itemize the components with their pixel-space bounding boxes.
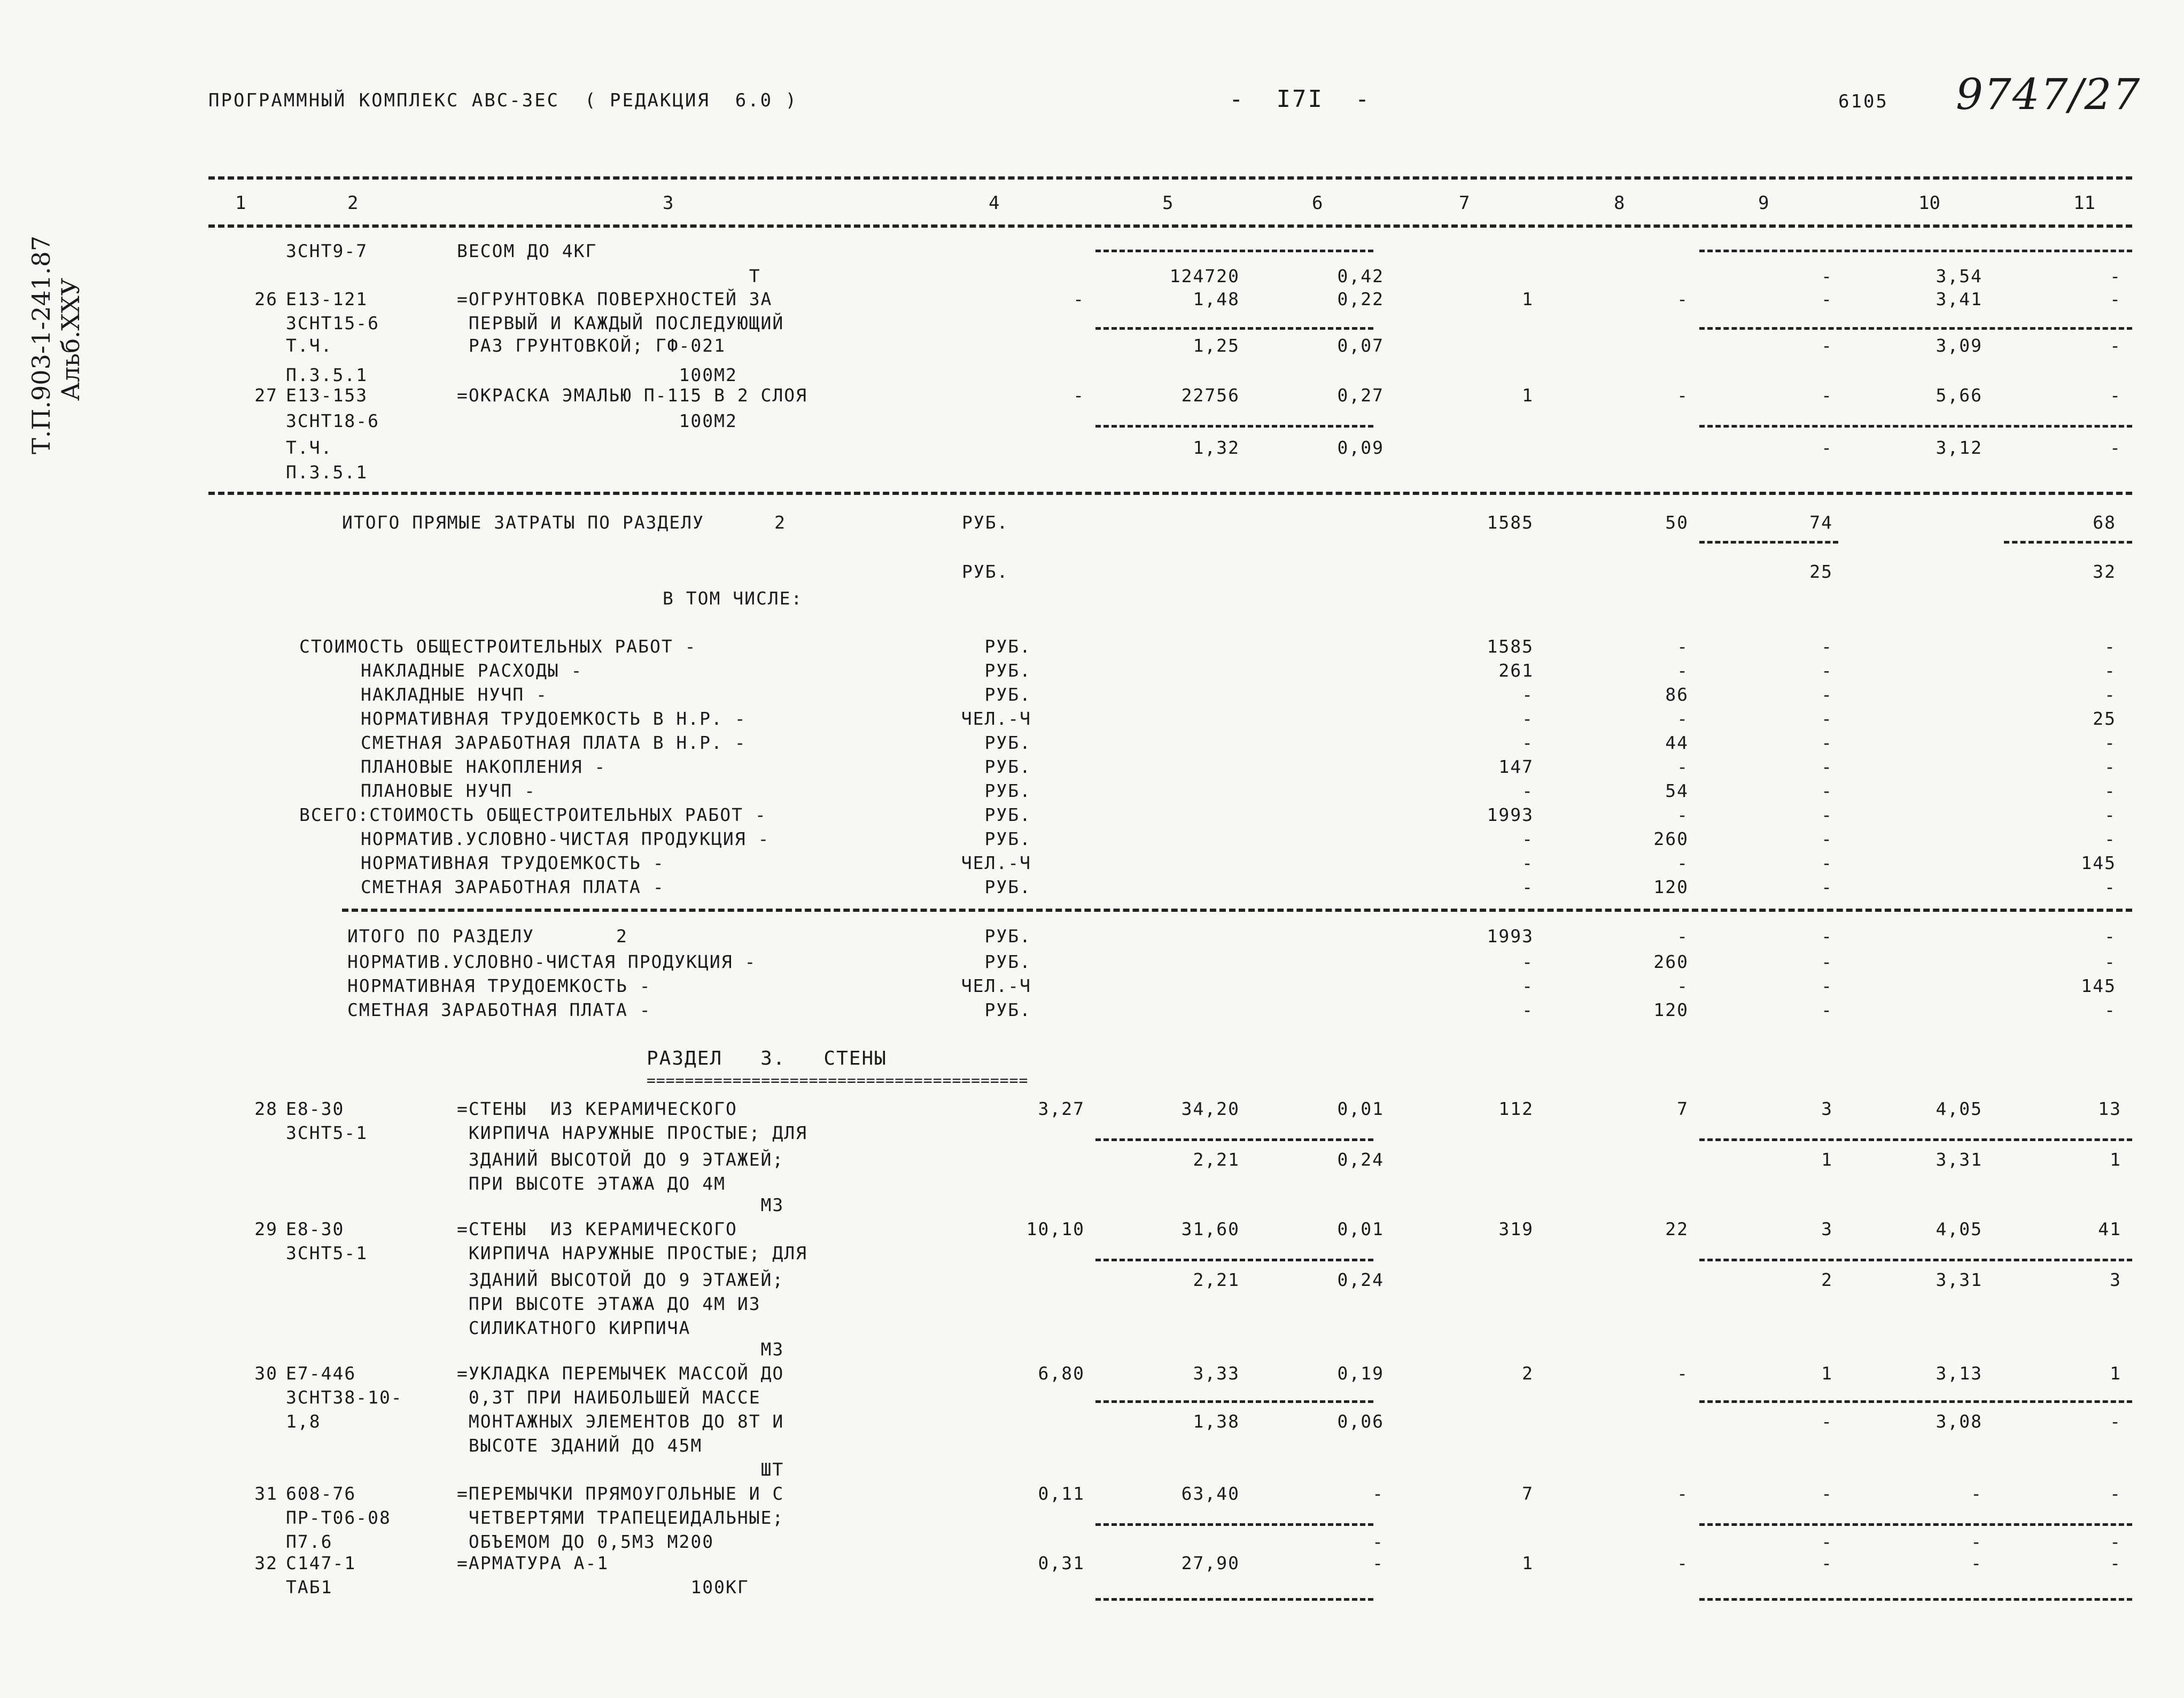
breakdown-c7: - [1522,780,1534,801]
cell-c11: - [2110,1411,2121,1432]
cell-c11: 1 [2110,1363,2121,1384]
cell-c6: 0,19 [1337,1363,1384,1384]
cell-c3: =СТЕНЫ ИЗ КЕРАМИЧЕСКОГО [457,1219,737,1239]
cell-c6: 0,09 [1337,437,1384,458]
totals-unit-2: РУБ. [962,561,1009,582]
cell-c3: 100КГ [457,1577,749,1598]
breakdown-unit: ЧЕЛ.-Ч [961,852,1031,873]
breakdown-c9: - [1821,660,1833,681]
column-header-3: 3 [663,192,674,214]
breakdown-c11: - [2104,828,2116,849]
cell-c7: 319 [1498,1219,1534,1239]
cell-c2: ЗСНТ5-1 [286,1122,368,1143]
cell-c11: - [2110,289,2121,309]
breakdown-c9: - [1821,636,1833,657]
sub-rule [1699,1400,2132,1403]
cell-c9: - [1821,385,1833,406]
cell-c3: ОБЪЕМОМ ДО 0,5М3 М200 [457,1531,714,1552]
cell-c3: МОНТАЖНЫХ ЭЛЕМЕНТОВ ДО 8Т И [457,1411,784,1432]
breakdown-c9: - [1821,975,1833,996]
cell-c4: - [1073,289,1085,309]
cell-c2: Е8-30 [286,1219,345,1239]
cell-c10: - [1971,1553,1983,1573]
breakdown-c7: - [1522,999,1534,1020]
cell-c3: =ОКРАСКА ЭМАЛЬЮ П-115 В 2 СЛОЯ [457,385,808,406]
cell-c10: 3,54 [1936,266,1983,286]
cell-c6: 0,01 [1337,1098,1384,1119]
cell-c5: 27,90 [1181,1553,1240,1573]
breakdown-c8: - [1677,804,1689,825]
breakdown-unit: ЧЕЛ.-Ч [961,975,1031,996]
breakdown-label: НАКЛАДНЫЕ НУЧП - [361,684,548,705]
cell-c3: =АРМАТУРА А-1 [457,1553,609,1573]
totals-mini-rule-11 [2004,541,2132,544]
cell-c2: Т.Ч. [286,335,333,356]
breakdown-c11: - [2104,756,2116,777]
breakdown-unit: РУБ. [984,828,1031,849]
side-stamp [16,176,85,476]
cell-c3: ЗДАНИЙ ВЫСОТОЙ ДО 9 ЭТАЖЕЙ; [457,1149,784,1170]
sub-rule [1095,1259,1373,1261]
cell-c5: 63,40 [1181,1483,1240,1504]
table-top-rule [208,176,2132,180]
breakdown-label: НОРМАТИВ.УСЛОВНО-ЧИСТАЯ ПРОДУКЦИЯ - [347,951,757,972]
breakdown-label: СМЕТНАЯ ЗАРАБОТНАЯ ПЛАТА - [361,877,665,897]
program-header: ПРОГРАММНЫЙ КОМПЛЕКС АВС-3ЕС ( РЕДАКЦИЯ 6.0 ) [208,90,798,111]
sub-rule [1095,425,1373,428]
cell-c7: 2 [1522,1363,1534,1384]
breakdown-c9: - [1821,708,1833,729]
cell-c3: КИРПИЧА НАРУЖНЫЕ ПРОСТЫЕ; ДЛЯ [457,1122,808,1143]
breakdown-c7: - [1522,852,1534,873]
cell-c5: 2,21 [1193,1149,1240,1170]
cell-c1: 31 [254,1483,278,1504]
breakdown-c11: - [2104,780,2116,801]
cell-c5: 2,21 [1193,1269,1240,1290]
breakdown-label: СТОИМОСТЬ ОБЩЕСТРОИТЕЛЬНЫХ РАБОТ - [299,636,697,657]
including-label: В ТОМ ЧИСЛЕ: [663,588,803,609]
cell-c5: 124720 [1169,266,1240,286]
cell-c2: ТАБ1 [286,1577,333,1598]
breakdown-c7: - [1522,732,1534,753]
breakdown-c8: 86 [1665,684,1689,705]
handwritten-number: 9747/27 [1956,69,2141,119]
cell-c3: ШТ [457,1459,784,1480]
breakdown-unit: РУБ. [984,684,1031,705]
cell-c10: 4,05 [1936,1219,1983,1239]
cell-c3: =ПЕРЕМЫЧКИ ПРЯМОУГОЛЬНЫЕ И С [457,1483,784,1504]
cell-c4: 3,27 [1038,1098,1085,1119]
cell-c8: - [1677,385,1689,406]
breakdown-c9: - [1821,852,1833,873]
breakdown-c8: 44 [1665,732,1689,753]
cell-c2: Е13-121 [286,289,368,309]
breakdown-c9: - [1821,877,1833,897]
column-header-10: 10 [1918,192,1940,214]
cell-c11: - [2110,266,2121,286]
sub-rule [1699,1259,2132,1261]
sub-rule [1095,1138,1373,1141]
cell-c5: 1,25 [1193,335,1240,356]
cell-c11: 13 [2098,1098,2121,1119]
sub-rule [1095,1523,1373,1526]
cell-c3: 100М2 [457,365,737,385]
cell-c9: 3 [1821,1219,1833,1239]
cell-c9: - [1821,437,1833,458]
cell-c3: =ОГРУНТОВКА ПОВЕРХНОСТЕЙ ЗА [457,289,773,309]
section-3-title: РАЗДЕЛ 3. СТЕНЫ [647,1048,887,1069]
cell-c4: 0,11 [1038,1483,1085,1504]
breakdown-label: СМЕТНАЯ ЗАРАБОТНАЯ ПЛАТА - [347,999,651,1020]
breakdown-c11: - [2104,926,2116,947]
cell-c8: - [1677,1363,1689,1384]
cell-c3: ВЕСОМ ДО 4КГ [457,241,597,261]
breakdown-c9: - [1821,951,1833,972]
breakdown-label: СМЕТНАЯ ЗАРАБОТНАЯ ПЛАТА В Н.Р. - [361,732,747,753]
breakdown-c11: - [2104,636,2116,657]
cell-c11: - [2110,1553,2121,1573]
cell-c2: ЗСНТ5-1 [286,1243,368,1263]
cell-c9: - [1821,1411,1833,1432]
breakdown-unit: РУБ. [984,780,1031,801]
cell-c1: 30 [254,1363,278,1384]
sub-rule [1699,425,2132,428]
breakdown-unit: РУБ. [984,877,1031,897]
cell-c3: РАЗ ГРУНТОВКОЙ; ГФ-021 [457,335,726,356]
breakdown-c11: - [2104,732,2116,753]
cell-c10: 3,31 [1936,1149,1983,1170]
cell-c9: 1 [1821,1149,1833,1170]
breakdown-c7: - [1522,975,1534,996]
breakdown-unit: РУБ. [984,804,1031,825]
breakdown-label: ИТОГО ПО РАЗДЕЛУ 2 [347,926,628,947]
breakdown-label: НОРМАТИВ.УСЛОВНО-ЧИСТАЯ ПРОДУКЦИЯ - [361,828,770,849]
breakdown-c11: 25 [2093,708,2116,729]
sub-rule [1699,327,2132,330]
cell-c6: 0,06 [1337,1411,1384,1432]
cell-c11: 41 [2098,1219,2121,1239]
breakdown-c7: - [1522,951,1534,972]
breakdown-c8: - [1677,852,1689,873]
cell-c11: - [2110,1531,2121,1552]
breakdown-unit: РУБ. [984,756,1031,777]
column-header-2: 2 [347,192,359,214]
breakdown-c8: - [1677,636,1689,657]
breakdown-c7: 1585 [1487,636,1534,657]
cell-c3: СИЛИКАТНОГО КИРПИЧА [457,1317,691,1338]
cell-c11: 3 [2110,1269,2121,1290]
cell-c6: 0,01 [1337,1219,1384,1239]
cell-c8: - [1677,1553,1689,1573]
breakdown-label: НАКЛАДНЫЕ РАСХОДЫ - [361,660,583,681]
cell-c2: 1,8 [286,1411,321,1432]
cell-c11: - [2110,335,2121,356]
breakdown-c11: - [2104,877,2116,897]
cell-c4: 0,31 [1038,1553,1085,1573]
breakdown-label: НОРМАТИВНАЯ ТРУДОЕМКОСТЬ - [347,975,651,996]
sub-rule [1095,1598,1373,1601]
cell-c6: 0,24 [1337,1269,1384,1290]
cell-c3: =УКЛАДКА ПЕРЕМЫЧЕК МАССОЙ ДО [457,1363,784,1384]
cell-c10: - [1971,1483,1983,1504]
side-stamp-line1: Т.П.903-1-241.87 [27,235,56,454]
cell-c2: С147-1 [286,1553,356,1573]
column-header-1: 1 [235,192,246,214]
cell-c6: 0,42 [1337,266,1384,286]
breakdown-c9: - [1821,756,1833,777]
breakdown-c7: 1993 [1487,804,1534,825]
cell-c7: 1 [1522,1553,1534,1573]
cell-c3: ПЕРВЫЙ И КАЖДЫЙ ПОСЛЕДУЮЩИЙ [457,313,784,334]
cell-c1: 27 [254,385,278,406]
cell-c2: П.3.5.1 [286,462,368,483]
cell-c2: ЗСНТ9-7 [286,241,368,261]
breakdown-c7: 147 [1498,756,1534,777]
breakdown-unit: РУБ. [984,732,1031,753]
cell-c11: 1 [2110,1149,2121,1170]
sub-rule [1095,327,1373,330]
breakdown-c11: - [2104,951,2116,972]
side-stamp-line2: Альб.XXУ [56,277,85,401]
breakdown-unit: РУБ. [984,660,1031,681]
breakdown-c8: 120 [1653,877,1689,897]
totals-c7: 1585 [1487,512,1534,533]
cell-c9: - [1821,289,1833,309]
column-header-9: 9 [1758,192,1769,214]
breakdown-c9: - [1821,780,1833,801]
totals-rule [208,492,2132,495]
breakdown-unit: РУБ. [984,999,1031,1020]
totals-c11b: 32 [2093,561,2116,582]
breakdown-c11: - [2104,684,2116,705]
cell-c11: - [2110,1483,2121,1504]
cell-c3: ВЫСОТЕ ЗДАНИЙ ДО 45М [457,1435,703,1456]
cell-c10: 3,12 [1936,437,1983,458]
breakdown-c7: 1993 [1487,926,1534,947]
cell-c5: 3,33 [1193,1363,1240,1384]
cell-c10: 3,08 [1936,1411,1983,1432]
cell-c10: 3,13 [1936,1363,1983,1384]
cell-c7: 1 [1522,289,1534,309]
breakdown-unit: РУБ. [984,951,1031,972]
breakdown-label: НОРМАТИВНАЯ ТРУДОЕМКОСТЬ В Н.Р. - [361,708,747,729]
cell-c2: ЗСНТ18-6 [286,410,379,431]
totals-title: ИТОГО ПРЯМЫЕ ЗАТРАТЫ ПО РАЗДЕЛУ 2 [342,512,786,533]
cell-c6: 0,27 [1337,385,1384,406]
breakdown-label: ПЛАНОВЫЕ НАКОПЛЕНИЯ - [361,756,607,777]
cell-c4: 10,10 [1026,1219,1085,1239]
cell-c2: Е7-446 [286,1363,356,1384]
breakdown-c11: 145 [2081,975,2116,996]
cell-c9: - [1821,1531,1833,1552]
section-3-underline: ======================================== [647,1072,1029,1089]
cell-c6: 0,22 [1337,289,1384,309]
cell-c6: - [1372,1531,1384,1552]
breakdown-c8: - [1677,660,1689,681]
cell-c10: - [1971,1531,1983,1552]
column-header-4: 4 [989,192,1000,214]
breakdown-unit: РУБ. [984,636,1031,657]
cell-c9: - [1821,266,1833,286]
cell-c5: 22756 [1181,385,1240,406]
cell-c9: 3 [1821,1098,1833,1119]
cell-c2: Т.Ч. [286,437,333,458]
cell-c3: 0,3Т ПРИ НАИБОЛЬШЕЙ МАССЕ [457,1387,761,1408]
breakdown-c7: - [1522,684,1534,705]
sub-rule [1699,1598,2132,1601]
page-number: - I7I - [1229,86,1371,113]
breakdown-label: ВСЕГО:СТОИМОСТЬ ОБЩЕСТРОИТЕЛЬНЫХ РАБОТ - [299,804,767,825]
cell-c2: ПР-Т06-08 [286,1507,391,1528]
cell-c7: 112 [1498,1098,1534,1119]
cell-c3: КИРПИЧА НАРУЖНЫЕ ПРОСТЫЕ; ДЛЯ [457,1243,808,1263]
breakdown-c9: - [1821,828,1833,849]
cell-c1: 29 [254,1219,278,1239]
cell-c9: 2 [1821,1269,1833,1290]
totals-mini-rule-9 [1699,541,1838,544]
cell-c5: 1,38 [1193,1411,1240,1432]
cell-c8: - [1677,289,1689,309]
totals-c9: 74 [1809,512,1833,533]
column-header-7: 7 [1459,192,1470,214]
totals-c8: 50 [1665,512,1689,533]
breakdown-c8: - [1677,756,1689,777]
cell-c3: ЗДАНИЙ ВЫСОТОЙ ДО 9 ЭТАЖЕЙ; [457,1269,784,1290]
breakdown-unit: ЧЕЛ.-Ч [961,708,1031,729]
cell-c3: 100М2 [457,410,737,431]
totals-c11: 68 [2093,512,2116,533]
breakdown-unit: РУБ. [984,926,1031,947]
cell-c6: 0,24 [1337,1149,1384,1170]
cell-c6: - [1372,1553,1384,1573]
cell-c5: 1,48 [1193,289,1240,309]
cell-c4: - [1073,385,1085,406]
sub-rule [1699,250,2132,252]
cell-c8: - [1677,1483,1689,1504]
cell-c2: Е13-153 [286,385,368,406]
cell-c8: 7 [1677,1098,1689,1119]
cell-c11: - [2110,437,2121,458]
cell-c1: 32 [254,1553,278,1573]
cell-c3: М3 [457,1195,784,1215]
cell-c9: 1 [1821,1363,1833,1384]
breakdown-c9: - [1821,926,1833,947]
column-header-6: 6 [1312,192,1323,214]
cell-c5: 34,20 [1181,1098,1240,1119]
cell-c9: - [1821,1483,1833,1504]
sub-rule [1699,1523,2132,1526]
cell-c3: ПРИ ВЫСОТЕ ЭТАЖА ДО 4М [457,1173,726,1194]
cell-c5: 1,32 [1193,437,1240,458]
cell-c9: - [1821,335,1833,356]
cell-c10: 4,05 [1936,1098,1983,1119]
cell-c2: ЗСНТ38-10- [286,1387,403,1408]
breakdown-c8: - [1677,926,1689,947]
breakdown-c9: - [1821,804,1833,825]
cell-c8: 22 [1665,1219,1689,1239]
cell-c3: =СТЕНЫ ИЗ КЕРАМИЧЕСКОГО [457,1098,737,1119]
totals-unit: РУБ. [962,512,1009,533]
sub-rule [1095,250,1373,252]
cell-c5: 31,60 [1181,1219,1240,1239]
cell-c4: 6,80 [1038,1363,1085,1384]
cell-c10: 5,66 [1936,385,1983,406]
table-head-rule [208,224,2132,228]
breakdown-c11: - [2104,999,2116,1020]
cell-c3: ПРИ ВЫСОТЕ ЭТАЖА ДО 4М ИЗ [457,1293,761,1314]
breakdown-c8: - [1677,708,1689,729]
cell-c7: 7 [1522,1483,1534,1504]
column-header-8: 8 [1614,192,1625,214]
cell-c10: 3,31 [1936,1269,1983,1290]
breakdown-c9: - [1821,999,1833,1020]
cell-c10: 3,09 [1936,335,1983,356]
breakdown-c8: - [1677,975,1689,996]
cell-c9: - [1821,1553,1833,1573]
breakdown-c8: 260 [1653,951,1689,972]
breakdown-label: ПЛАНОВЫЕ НУЧП - [361,780,537,801]
cell-c2: П.3.5.1 [286,365,368,385]
breakdown-c7: - [1522,828,1534,849]
breakdown-c8: 120 [1653,999,1689,1020]
breakdown-label: НОРМАТИВНАЯ ТРУДОЕМКОСТЬ - [361,852,665,873]
breakdown-c8: 54 [1665,780,1689,801]
breakdown-c9: - [1821,684,1833,705]
cell-c3: М3 [457,1339,784,1360]
breakdown-c11: - [2104,804,2116,825]
cell-c6: 0,07 [1337,335,1384,356]
cell-c7: 1 [1522,385,1534,406]
sub-rule [1095,1400,1373,1403]
breakdown-c7: 261 [1498,660,1534,681]
breakdown-c9: - [1821,732,1833,753]
cell-c3: ЧЕТВЕРТЯМИ ТРАПЕЦЕИДАЛЬНЫЕ; [457,1507,784,1528]
column-header-11: 11 [2073,192,2095,214]
cell-c11: - [2110,385,2121,406]
breakdown-c11: - [2104,660,2116,681]
breakdown-c7: - [1522,708,1534,729]
cell-c10: 3,41 [1936,289,1983,309]
breakdown-c11: 145 [2081,852,2116,873]
cell-c2: ЗСНТ15-6 [286,313,379,334]
cell-c1: 26 [254,289,278,309]
cell-c2: П7.6 [286,1531,333,1552]
cell-c2: Е8-30 [286,1098,345,1119]
cell-c1: 28 [254,1098,278,1119]
totals-c9b: 25 [1809,561,1833,582]
breakdown-c7: - [1522,877,1534,897]
sub-rule [1699,1138,2132,1141]
column-header-5: 5 [1162,192,1173,214]
cell-c3: Т [457,266,761,286]
cell-c2: 608-76 [286,1483,356,1504]
breakdown-c8: 260 [1653,828,1689,849]
sheet-code: 6105 [1838,91,1888,112]
section-total-rule [342,909,2132,912]
cell-c6: - [1372,1483,1384,1504]
